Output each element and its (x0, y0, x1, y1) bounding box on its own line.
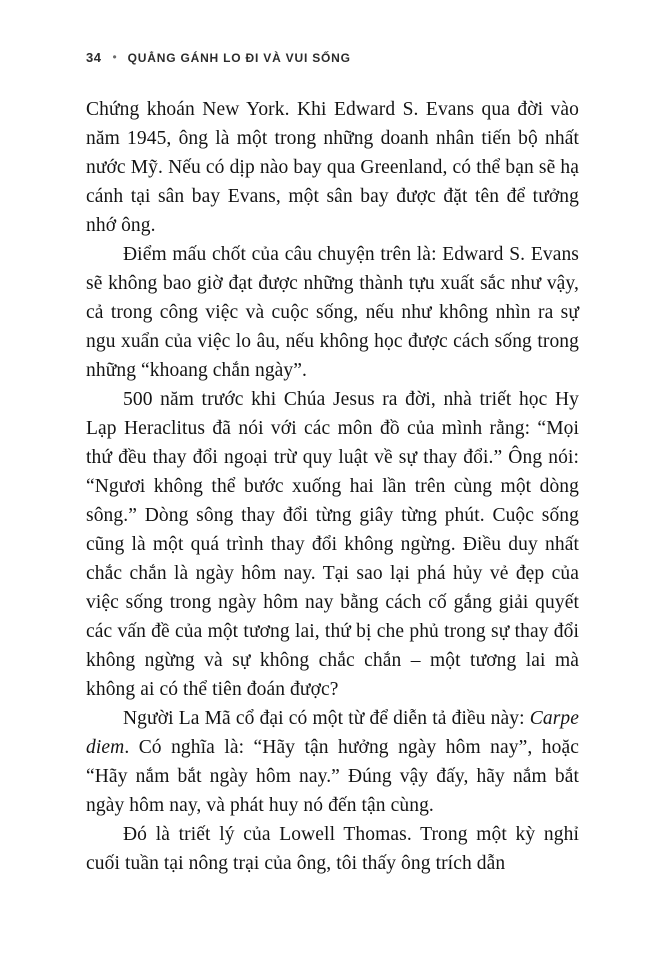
paragraph-2: Điểm mấu chốt của câu chuyện trên là: Edward S. Evans sẽ không bao giờ đạt được những thành tựu xuất sắc như vậy, cả trong công việc và cuộc sống, nếu như không nhìn ra sự ngu xuẩn của việc lo âu, nếu không học được cách sống trong những “khoang chắn ngày”. (86, 244, 579, 381)
paragraph-4-text: Người La Mã cổ đại có một từ để diễn tả điều này: (123, 708, 530, 729)
paragraph-4 (86, 704, 579, 820)
book-title: QUẲNG GÁNH LO ĐI VÀ VUI SỐNG (127, 50, 351, 65)
paragraph-3: 500 năm trước khi Chúa Jesus ra đời, nhà triết học Hy Lạp Heraclitus đã nói với các môn đồ của mình rằng: “Mọi thứ đều thay đổi ngoại trừ quy luật về sự thay đổi.” Ông nói: “Ngươi không thể bước xuống hai lần trên cùng một dòng sông.” Dòng sông thay đổi từng giây từng phút. Cuộc sống cũng là một quá trình thay đổi không ngừng. Điều duy nhất chắc chắn là ngày hôm nay. Tại sao lại phá hủy vẻ đẹp của việc sống trong ngày hôm nay bằng cách cố gắng giải quyết các vấn đề của một tương lai, thứ bị che phủ trong sự thay đổi không ngừng và sự không chắc chắn – một tương lai mà không ai có thể tiên đoán được? (86, 389, 579, 700)
page-number: 34 (86, 50, 102, 65)
page-body (86, 95, 579, 878)
paragraph-5: Đó là triết lý của Lowell Thomas. Trong một kỳ nghỉ cuối tuần tại nông trại của ông, tôi thấy ông trích dẫn (86, 824, 579, 874)
paragraph-4-text-cont: . Có nghĩa là: “Hãy tận hưởng ngày hôm nay”, hoặc “Hãy nắm bắt ngày hôm nay.” Đúng vậy đấy, hãy nắm bắt ngày hôm nay, và phát huy nó đến tận cùng. (86, 737, 579, 816)
page-header (86, 50, 579, 65)
paragraph-1: Chứng khoán New York. Khi Edward S. Evans qua đời vào năm 1945, ông là một trong những doanh nhân tiến bộ nhất nước Mỹ. Nếu có dịp nào bay qua Greenland, có thể bạn sẽ hạ cánh tại sân bay Evans, một sân bay được đặt tên để tưởng nhớ ông. (86, 99, 579, 236)
latin-phrase-italic: Carpe diem (86, 708, 579, 758)
separator-dot: • (112, 49, 117, 64)
